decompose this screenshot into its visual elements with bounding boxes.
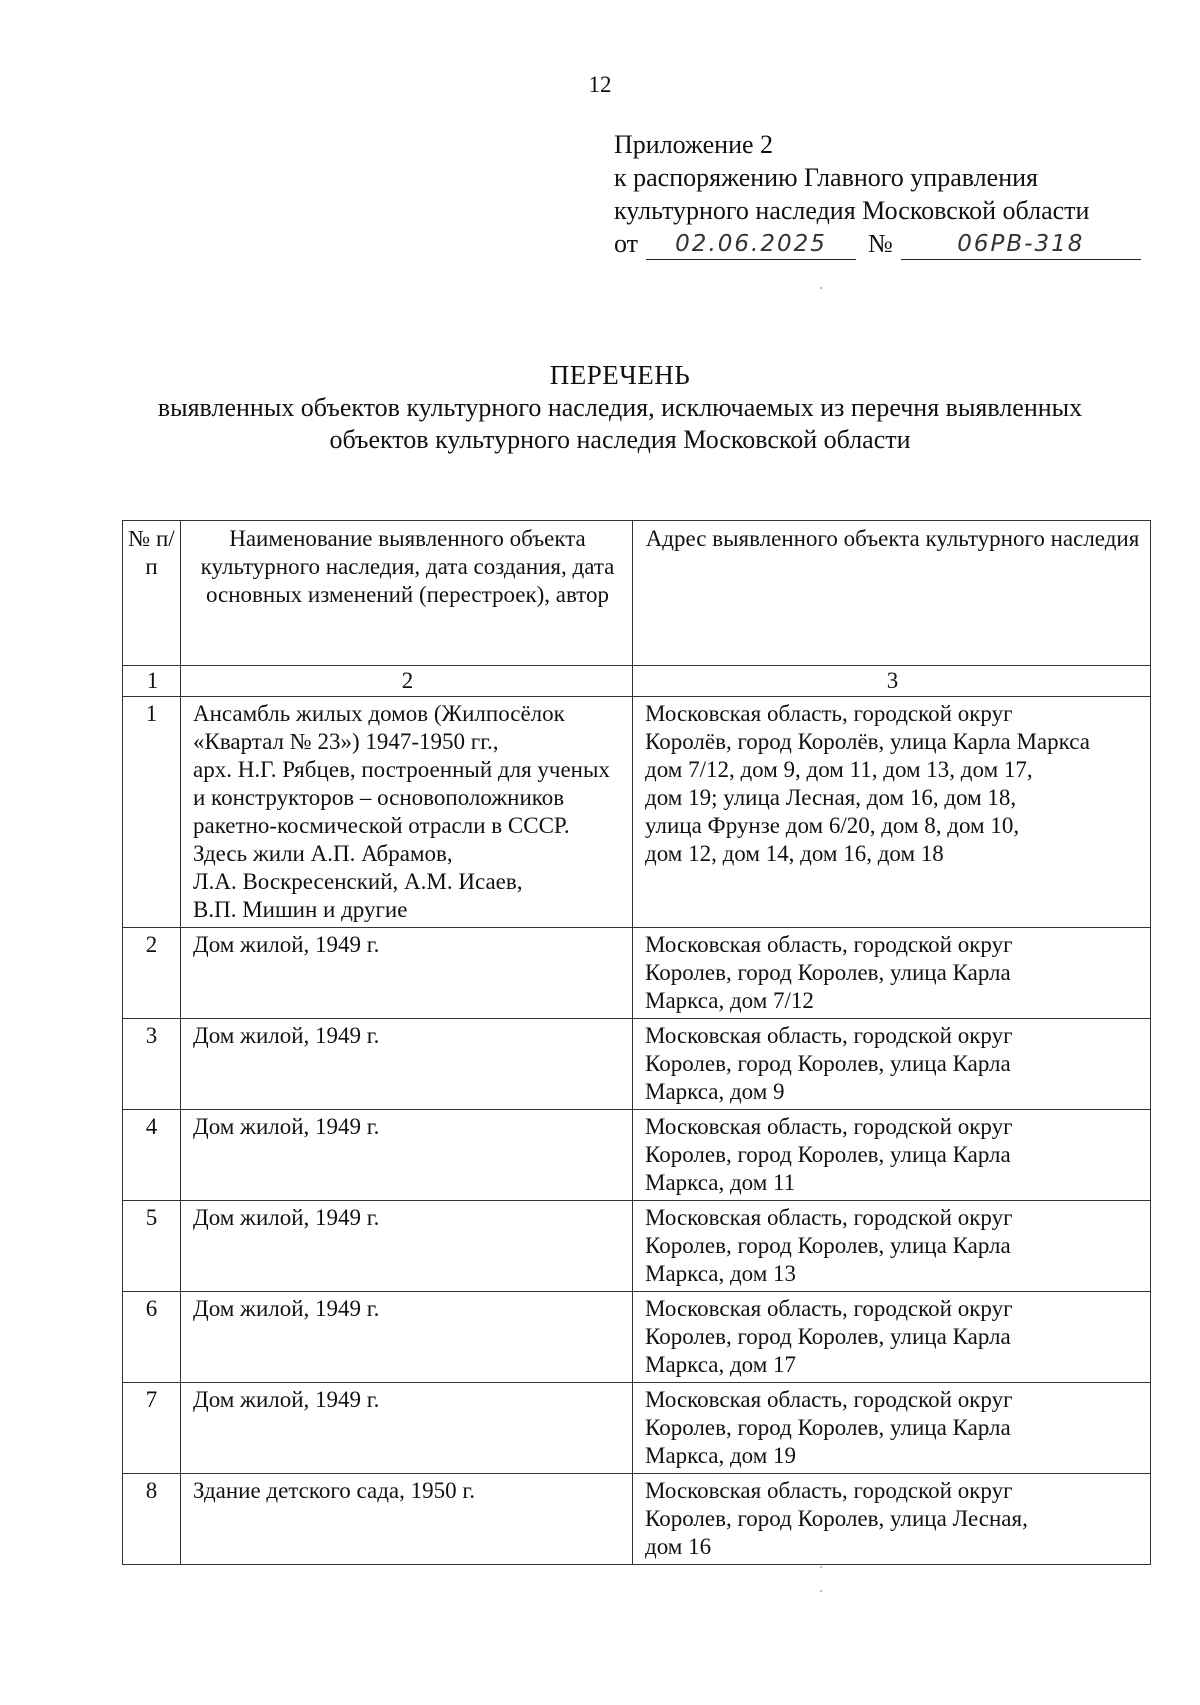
object-address-line: дом 12, дом 14, дом 16, дом 18 [645,841,944,866]
date-prefix: от [614,229,639,258]
object-name-line: Л.А. Воскресенский, А.М. Исаев, [193,869,523,894]
table-row [123,1383,1151,1474]
heritage-objects-table [122,520,1151,1565]
object-name-line: Дом жилой, 1949 г. [193,1387,380,1412]
object-name-line: Ансамбль жилых домов (Жилпосёлок [193,701,565,726]
object-address-line: Королев, город Королев, улица Карла [645,960,1011,985]
object-name-cell [181,1110,633,1201]
object-address-cell [633,697,1151,928]
subtitle-line: объектов культурного наследия Московской области [329,425,911,454]
object-name-line: Дом жилой, 1949 г. [193,932,380,957]
row-number: 5 [123,1201,181,1292]
object-name-cell [181,697,633,928]
handwritten-number: 06РВ-318 [901,231,1141,260]
table-row [123,697,1151,928]
object-address-cell [633,1474,1151,1565]
row-number: 4 [123,1110,181,1201]
header-object-name: Наименование выявленного объекта культурного наследия, дата создания, дата основных изменений (перестроек), автор [181,521,633,666]
row-number: 2 [123,928,181,1019]
object-name-line: Дом жилой, 1949 г. [193,1296,380,1321]
object-address-cell [633,1292,1151,1383]
object-address-line: Маркса, дом 13 [645,1261,797,1286]
table-row [123,928,1151,1019]
table-row [123,1019,1151,1110]
object-name-line: арх. Н.Г. Рябцев, построенный для ученых [193,757,610,782]
object-name-cell [181,1019,633,1110]
object-address-cell [633,928,1151,1019]
object-address-line: Московская область, городской округ [645,701,1013,726]
appendix-line: к распоряжению Главного управления [614,163,1038,192]
title-block [100,358,1140,456]
object-address-cell [633,1383,1151,1474]
object-name-line: Дом жилой, 1949 г. [193,1114,380,1139]
object-address-line: Московская область, городской округ [645,1023,1013,1048]
object-address-line: дом 19; улица Лесная, дом 16, дом 18, [645,785,1017,810]
object-address-line: Маркса, дом 9 [645,1079,785,1104]
object-name-cell [181,1383,633,1474]
header-object-address: Адрес выявленного объекта культурного наследия [633,521,1151,666]
object-address-cell [633,1110,1151,1201]
appendix-block [614,128,1174,260]
column-index: 3 [633,666,1151,697]
object-name-line: Здесь жили А.П. Абрамов, [193,841,453,866]
object-name-line: Дом жилой, 1949 г. [193,1023,380,1048]
object-address-line: дом 16 [645,1534,712,1559]
object-address-line: Маркса, дом 19 [645,1443,797,1468]
table-row [123,1110,1151,1201]
row-number: 1 [123,697,181,928]
document-subtitle [100,392,1140,456]
header-number: № п/п [123,521,181,666]
object-name-cell [181,928,633,1019]
column-index: 2 [181,666,633,697]
object-address-line: Московская область, городской округ [645,1387,1013,1412]
scan-speck [820,1566,822,1568]
page-number: 12 [588,72,612,97]
object-address-line: Московская область, городской округ [645,932,1013,957]
table-header-row [123,521,1151,666]
number-prefix: № [868,229,893,258]
object-name-line: «Квартал № 23») 1947-1950 гг., [193,729,499,754]
column-index: 1 [123,666,181,697]
object-address-line: Маркса, дом 17 [645,1352,797,1377]
object-name-line: Здание детского сада, 1950 г. [193,1478,475,1503]
appendix-line: культурного наследия Московской области [614,196,1090,225]
column-index-row [123,666,1151,697]
object-address-line: Московская область, городской округ [645,1205,1013,1230]
object-address-line: Королев, город Королев, улица Карла [645,1324,1011,1349]
object-name-cell [181,1474,633,1565]
object-name-line: и конструкторов – основоположников [193,785,565,810]
subtitle-line: выявленных объектов культурного наследия, исключаемых из перечня выявленных [157,393,1083,422]
row-number: 8 [123,1474,181,1565]
row-number: 3 [123,1019,181,1110]
object-address-line: дом 7/12, дом 9, дом 11, дом 13, дом 17, [645,757,1033,782]
object-name-line: ракетно-космической отрасли в СССР. [193,813,570,838]
object-address-line: Королев, город Королев, улица Карла [645,1051,1011,1076]
table-row [123,1201,1151,1292]
object-name-line: В.П. Мишин и другие [193,897,408,922]
handwritten-date: 02.06.2025 [646,231,856,260]
object-address-line: Московская область, городской округ [645,1296,1013,1321]
object-address-line: улица Фрунзе дом 6/20, дом 8, дом 10, [645,813,1020,838]
object-name-cell [181,1292,633,1383]
row-number: 6 [123,1292,181,1383]
object-name-cell [181,1201,633,1292]
appendix-date-line [614,227,1174,260]
object-address-cell [633,1201,1151,1292]
object-address-line: Королев, город Королев, улица Карла [645,1415,1011,1440]
object-address-line: Королев, город Королев, улица Карла [645,1142,1011,1167]
object-address-cell [633,1019,1151,1110]
row-number: 7 [123,1383,181,1474]
table-row [123,1292,1151,1383]
object-address-line: Королев, город Королев, улица Карла [645,1233,1011,1258]
object-address-line: Московская область, городской округ [645,1478,1013,1503]
object-address-line: Королев, город Королев, улица Лесная, [645,1506,1028,1531]
table-body [123,666,1151,1565]
table-row [123,1474,1151,1565]
object-address-line: Маркса, дом 7/12 [645,988,814,1013]
document-title: ПЕРЕЧЕНЬ [549,360,691,390]
appendix-line: Приложение 2 [614,130,774,159]
object-address-line: Московская область, городской округ [645,1114,1013,1139]
object-name-line: Дом жилой, 1949 г. [193,1205,380,1230]
object-address-line: Маркса, дом 11 [645,1170,796,1195]
scan-speck [820,287,822,289]
object-address-line: Королёв, город Королёв, улица Карла Маркса [645,729,1090,754]
scan-speck [820,1590,822,1592]
